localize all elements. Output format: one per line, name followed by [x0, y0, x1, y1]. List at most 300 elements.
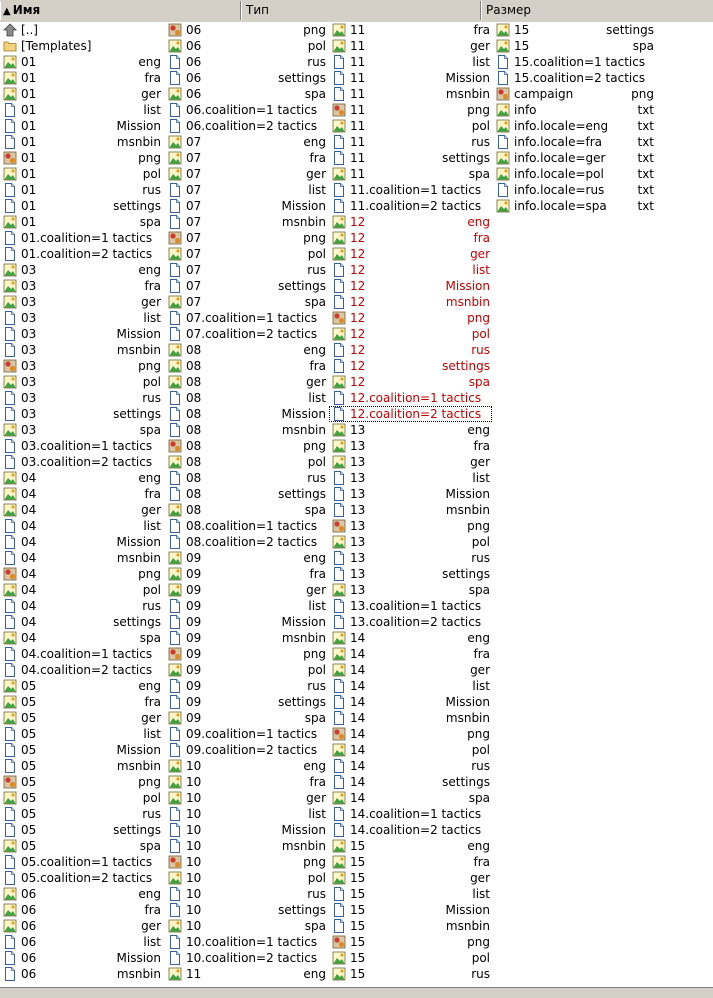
- file-item[interactable]: [0, 630, 163, 646]
- file-item[interactable]: [0, 182, 163, 198]
- file-item[interactable]: [329, 278, 492, 294]
- file-item[interactable]: [165, 294, 328, 310]
- file-name: 15.coalition=1 tactics: [514, 55, 646, 69]
- file-item[interactable]: [165, 806, 328, 822]
- file-item[interactable]: [0, 518, 163, 534]
- file-item[interactable]: [329, 150, 492, 166]
- file-item[interactable]: [493, 118, 656, 134]
- file-item[interactable]: [0, 326, 163, 342]
- file-name: 04: [21, 583, 37, 597]
- file-item[interactable]: [329, 678, 492, 694]
- file-item[interactable]: [329, 790, 492, 806]
- file-item[interactable]: [329, 870, 492, 886]
- file-item[interactable]: [329, 54, 492, 70]
- file-item[interactable]: [165, 438, 328, 454]
- file-item[interactable]: [329, 326, 492, 342]
- file-extension: msnbin: [281, 423, 326, 437]
- image-icon: [168, 711, 182, 725]
- file-item[interactable]: [0, 246, 163, 262]
- file-name: 12: [350, 327, 366, 341]
- file-name: 11.coalition=1 tactics: [350, 183, 482, 197]
- file-item[interactable]: [165, 886, 328, 902]
- file-item[interactable]: [165, 278, 328, 294]
- file-name: 09.coalition=2 tactics: [186, 743, 318, 757]
- file-item[interactable]: [165, 214, 328, 230]
- file-name: 04.coalition=2 tactics: [21, 663, 153, 677]
- file-name: 06: [21, 951, 37, 965]
- file-item[interactable]: [329, 422, 492, 438]
- file-item[interactable]: [0, 342, 163, 358]
- file-item[interactable]: [0, 438, 163, 454]
- file-extension: rus: [307, 471, 326, 485]
- file-item[interactable]: [165, 566, 328, 582]
- file-item[interactable]: [165, 22, 328, 38]
- image-icon: [168, 759, 182, 773]
- file-item[interactable]: [329, 694, 492, 710]
- file-item[interactable]: [0, 374, 163, 390]
- file-name: 06: [21, 935, 37, 949]
- file-extension: list: [143, 519, 161, 533]
- file-name: 15: [514, 23, 530, 37]
- file-item[interactable]: [493, 102, 656, 118]
- file-item[interactable]: [165, 70, 328, 86]
- image-icon: [332, 951, 346, 965]
- file-item[interactable]: [329, 454, 492, 470]
- file-name: 06: [21, 903, 37, 917]
- file-icon: [168, 823, 182, 837]
- file-item[interactable]: [0, 486, 163, 502]
- file-item[interactable]: [329, 582, 492, 598]
- image-icon: [3, 919, 17, 933]
- file-name: 03: [21, 391, 37, 405]
- file-item[interactable]: [165, 262, 328, 278]
- file-item[interactable]: [329, 646, 492, 662]
- file-item[interactable]: [165, 502, 328, 518]
- file-extension: settings: [442, 359, 490, 373]
- file-item[interactable]: [165, 86, 328, 102]
- file-item[interactable]: [0, 790, 163, 806]
- image-icon: [168, 359, 182, 373]
- file-extension: png: [631, 87, 654, 101]
- file-icon: [168, 215, 182, 229]
- file-item[interactable]: [165, 390, 328, 406]
- file-item[interactable]: [165, 246, 328, 262]
- file-item[interactable]: [0, 38, 163, 54]
- file-name: 15: [350, 855, 366, 869]
- file-item[interactable]: [329, 598, 492, 614]
- image-icon: [332, 855, 346, 869]
- file-item[interactable]: [329, 166, 492, 182]
- file-item[interactable]: [329, 374, 492, 390]
- file-extension: fra: [309, 567, 326, 581]
- file-item[interactable]: [165, 774, 328, 790]
- file-icon: [168, 903, 182, 917]
- file-item[interactable]: [165, 486, 328, 502]
- file-item[interactable]: [329, 534, 492, 550]
- file-item[interactable]: [165, 582, 328, 598]
- file-name: 09: [186, 631, 202, 645]
- file-item[interactable]: [329, 262, 492, 278]
- file-name: 10: [186, 919, 202, 933]
- column-header-type[interactable]: [241, 1, 481, 20]
- file-extension: pol: [471, 327, 490, 341]
- file-item[interactable]: [0, 742, 163, 758]
- file-item[interactable]: [0, 294, 163, 310]
- file-item[interactable]: [0, 774, 163, 790]
- file-item[interactable]: [165, 166, 328, 182]
- file-item[interactable]: [329, 406, 492, 422]
- file-name: info.locale=pol: [514, 167, 604, 181]
- file-icon: [3, 807, 17, 821]
- file-item[interactable]: [329, 486, 492, 502]
- file-item[interactable]: [0, 358, 163, 374]
- file-item[interactable]: [0, 950, 163, 966]
- file-item[interactable]: [329, 358, 492, 374]
- file-name: 06: [186, 23, 202, 37]
- file-item[interactable]: [0, 598, 163, 614]
- file-item[interactable]: [329, 310, 492, 326]
- image-icon: [332, 167, 346, 181]
- file-item[interactable]: [165, 646, 328, 662]
- file-extension: png: [138, 567, 161, 581]
- file-item[interactable]: [0, 902, 163, 918]
- file-item[interactable]: [165, 934, 328, 950]
- file-item[interactable]: [165, 342, 328, 358]
- file-item[interactable]: [329, 22, 492, 38]
- file-item[interactable]: [329, 390, 492, 406]
- file-item[interactable]: [329, 118, 492, 134]
- file-name: 08: [186, 391, 202, 405]
- file-item[interactable]: [165, 470, 328, 486]
- file-item[interactable]: [0, 806, 163, 822]
- file-item[interactable]: [493, 54, 656, 70]
- file-item[interactable]: [329, 950, 492, 966]
- file-extension: spa: [139, 423, 161, 437]
- file-name: 14: [350, 647, 366, 661]
- file-icon: [3, 951, 17, 965]
- file-item[interactable]: [165, 662, 328, 678]
- file-item[interactable]: [165, 710, 328, 726]
- file-icon: [168, 183, 182, 197]
- file-name: 05: [21, 839, 37, 853]
- file-item[interactable]: [329, 806, 492, 822]
- file-item[interactable]: [0, 838, 163, 854]
- file-item[interactable]: [0, 102, 163, 118]
- file-extension: Mission: [445, 71, 490, 85]
- file-item[interactable]: [329, 662, 492, 678]
- file-item[interactable]: [0, 918, 163, 934]
- file-name: 04: [21, 503, 37, 517]
- file-item[interactable]: [165, 630, 328, 646]
- file-item[interactable]: [329, 86, 492, 102]
- file-item[interactable]: [329, 518, 492, 534]
- image-icon: [3, 583, 17, 597]
- png-image-icon: [496, 87, 510, 101]
- file-item[interactable]: [165, 326, 328, 342]
- file-name: 10.coalition=2 tactics: [186, 951, 318, 965]
- file-item[interactable]: [329, 438, 492, 454]
- file-item[interactable]: [0, 54, 163, 70]
- file-item[interactable]: [0, 966, 163, 982]
- file-extension: list: [308, 599, 326, 613]
- image-icon: [332, 663, 346, 677]
- file-item[interactable]: [165, 598, 328, 614]
- file-item[interactable]: [329, 230, 492, 246]
- file-icon: [3, 871, 17, 885]
- file-item[interactable]: [165, 454, 328, 470]
- file-icon: [3, 183, 17, 197]
- file-item[interactable]: [329, 934, 492, 950]
- file-item[interactable]: [165, 790, 328, 806]
- file-item[interactable]: [0, 854, 163, 870]
- file-item[interactable]: [329, 710, 492, 726]
- file-item[interactable]: [329, 630, 492, 646]
- file-name: 15: [350, 887, 366, 901]
- file-icon: [3, 727, 17, 741]
- image-icon: [168, 583, 182, 597]
- file-item[interactable]: [0, 422, 163, 438]
- file-item[interactable]: [329, 902, 492, 918]
- file-item[interactable]: [165, 518, 328, 534]
- file-item[interactable]: [0, 502, 163, 518]
- file-item[interactable]: [0, 646, 163, 662]
- file-item[interactable]: [0, 198, 163, 214]
- file-item[interactable]: [329, 502, 492, 518]
- file-item[interactable]: [493, 70, 656, 86]
- file-item[interactable]: [0, 614, 163, 630]
- file-item[interactable]: [165, 614, 328, 630]
- file-item[interactable]: [329, 102, 492, 118]
- file-extension: spa: [632, 39, 654, 53]
- file-name: 10: [186, 887, 202, 901]
- file-item[interactable]: [0, 70, 163, 86]
- file-item[interactable]: [329, 214, 492, 230]
- file-name: 13: [350, 567, 366, 581]
- file-extension: fra: [473, 23, 490, 37]
- file-item[interactable]: [165, 422, 328, 438]
- file-item[interactable]: [165, 182, 328, 198]
- file-extension: eng: [303, 967, 326, 981]
- file-item[interactable]: [165, 534, 328, 550]
- file-item[interactable]: [165, 678, 328, 694]
- file-icon: [3, 199, 17, 213]
- file-item[interactable]: [0, 166, 163, 182]
- file-item[interactable]: [165, 918, 328, 934]
- file-item[interactable]: [0, 582, 163, 598]
- file-item[interactable]: [165, 966, 328, 982]
- file-item[interactable]: [329, 470, 492, 486]
- file-item[interactable]: [329, 918, 492, 934]
- file-item[interactable]: [329, 838, 492, 854]
- file-extension: pol: [471, 119, 490, 133]
- file-item[interactable]: [0, 150, 163, 166]
- file-item[interactable]: [0, 726, 163, 742]
- file-name: 01: [21, 215, 37, 229]
- file-item[interactable]: [165, 726, 328, 742]
- file-item[interactable]: [0, 758, 163, 774]
- file-icon: [332, 279, 346, 293]
- file-item[interactable]: [329, 726, 492, 742]
- file-item[interactable]: [165, 150, 328, 166]
- file-icon: [168, 71, 182, 85]
- file-item[interactable]: [0, 470, 163, 486]
- file-item[interactable]: [329, 614, 492, 630]
- file-item[interactable]: [165, 358, 328, 374]
- file-name: 14.coalition=1 tactics: [350, 807, 482, 821]
- file-item[interactable]: [0, 566, 163, 582]
- file-item[interactable]: [165, 902, 328, 918]
- file-item[interactable]: [0, 534, 163, 550]
- file-name: 04: [21, 599, 37, 613]
- image-icon: [168, 247, 182, 261]
- file-name: 07: [186, 215, 202, 229]
- file-extension: pol: [307, 39, 326, 53]
- file-item[interactable]: [0, 230, 163, 246]
- file-item[interactable]: [0, 710, 163, 726]
- file-item[interactable]: [329, 774, 492, 790]
- column-header-name[interactable]: [0, 1, 241, 20]
- file-name: 04: [21, 567, 37, 581]
- file-extension: fra: [473, 439, 490, 453]
- file-item[interactable]: [0, 886, 163, 902]
- png-image-icon: [332, 519, 346, 533]
- file-item[interactable]: [165, 406, 328, 422]
- file-item[interactable]: [329, 38, 492, 54]
- png-image-icon: [168, 855, 182, 869]
- file-item[interactable]: [165, 102, 328, 118]
- file-item[interactable]: [493, 198, 656, 214]
- file-extension: msnbin: [281, 839, 326, 853]
- image-icon: [332, 327, 346, 341]
- file-item[interactable]: [493, 134, 656, 150]
- file-name: 01: [21, 199, 37, 213]
- image-icon: [168, 791, 182, 805]
- file-name: 15.coalition=2 tactics: [514, 71, 646, 85]
- file-icon: [168, 807, 182, 821]
- file-extension: png: [467, 935, 490, 949]
- file-item[interactable]: [0, 694, 163, 710]
- file-extension: msnbin: [116, 343, 161, 357]
- file-item[interactable]: [329, 342, 492, 358]
- file-item[interactable]: [329, 854, 492, 870]
- file-item[interactable]: [493, 22, 656, 38]
- file-item[interactable]: [329, 758, 492, 774]
- file-item[interactable]: [0, 678, 163, 694]
- file-item[interactable]: [0, 278, 163, 294]
- file-item[interactable]: [0, 262, 163, 278]
- file-icon: [332, 151, 346, 165]
- file-item[interactable]: [0, 118, 163, 134]
- file-item[interactable]: [165, 550, 328, 566]
- file-extension: rus: [471, 551, 490, 565]
- file-item[interactable]: [0, 870, 163, 886]
- file-item[interactable]: [0, 86, 163, 102]
- file-item[interactable]: [0, 454, 163, 470]
- file-icon: [168, 743, 182, 757]
- file-item[interactable]: [493, 86, 656, 102]
- file-item[interactable]: [329, 134, 492, 150]
- file-item[interactable]: [0, 662, 163, 678]
- file-item[interactable]: [165, 134, 328, 150]
- file-item[interactable]: [165, 54, 328, 70]
- file-item[interactable]: [165, 870, 328, 886]
- file-name: 14.coalition=2 tactics: [350, 823, 482, 837]
- file-item[interactable]: [165, 198, 328, 214]
- file-name: 13: [350, 503, 366, 517]
- file-item[interactable]: [493, 166, 656, 182]
- file-item[interactable]: [329, 822, 492, 838]
- file-item[interactable]: [493, 150, 656, 166]
- file-item[interactable]: [0, 22, 163, 38]
- file-item[interactable]: [493, 182, 656, 198]
- file-item[interactable]: [165, 854, 328, 870]
- file-item[interactable]: [329, 294, 492, 310]
- file-extension: png: [467, 727, 490, 741]
- file-name: 11: [350, 39, 366, 53]
- file-extension: list: [308, 391, 326, 405]
- column-header-size[interactable]: [481, 1, 713, 20]
- file-icon: [332, 903, 346, 917]
- file-item[interactable]: [493, 38, 656, 54]
- file-item[interactable]: [329, 886, 492, 902]
- file-icon: [168, 471, 182, 485]
- file-item[interactable]: [0, 134, 163, 150]
- file-item[interactable]: [0, 406, 163, 422]
- file-item[interactable]: [329, 246, 492, 262]
- file-item[interactable]: [165, 118, 328, 134]
- file-item[interactable]: [329, 550, 492, 566]
- file-name: 11.coalition=2 tactics: [350, 199, 482, 213]
- file-item[interactable]: [165, 230, 328, 246]
- file-item[interactable]: [0, 214, 163, 230]
- file-name: 10: [186, 855, 202, 869]
- file-item[interactable]: [0, 934, 163, 950]
- file-item[interactable]: [165, 310, 328, 326]
- file-item[interactable]: [0, 550, 163, 566]
- file-item[interactable]: [165, 694, 328, 710]
- file-item[interactable]: [329, 198, 492, 214]
- file-item[interactable]: [0, 822, 163, 838]
- file-item[interactable]: [0, 310, 163, 326]
- file-icon: [332, 343, 346, 357]
- file-item[interactable]: [165, 374, 328, 390]
- file-item[interactable]: [329, 182, 492, 198]
- file-extension: list: [143, 311, 161, 325]
- file-item[interactable]: [165, 38, 328, 54]
- file-item[interactable]: [0, 390, 163, 406]
- file-item[interactable]: [165, 742, 328, 758]
- file-icon: [332, 919, 346, 933]
- file-icon: [332, 503, 346, 517]
- file-item[interactable]: [329, 742, 492, 758]
- file-extension: ger: [470, 39, 490, 53]
- file-name: campaign: [514, 87, 574, 101]
- file-icon: [168, 535, 182, 549]
- file-item[interactable]: [165, 838, 328, 854]
- file-icon: [332, 199, 346, 213]
- file-item[interactable]: [165, 950, 328, 966]
- file-item[interactable]: [329, 966, 492, 982]
- image-icon: [332, 39, 346, 53]
- file-item[interactable]: [329, 566, 492, 582]
- file-item[interactable]: [165, 822, 328, 838]
- file-extension: ger: [141, 503, 161, 517]
- file-name: 12: [350, 215, 366, 229]
- file-item[interactable]: [329, 70, 492, 86]
- file-extension: png: [303, 231, 326, 245]
- file-extension: ger: [470, 247, 490, 261]
- file-item[interactable]: [165, 758, 328, 774]
